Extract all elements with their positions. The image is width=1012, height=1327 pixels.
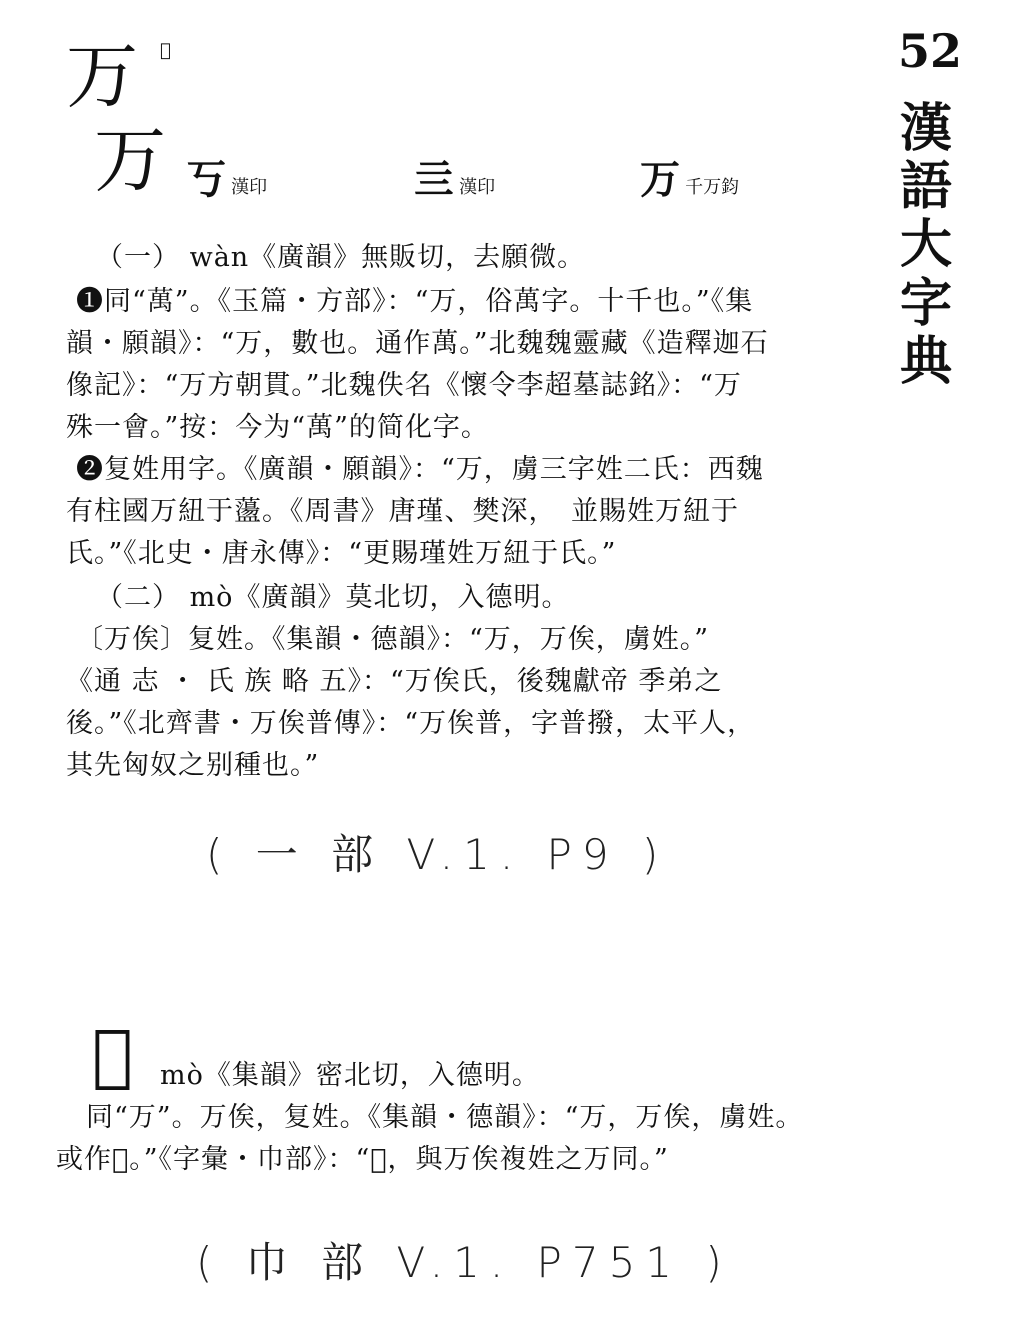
entry-line: 或作𡧧。”《字彙・巾部》：“𡧧，與万俟複姓之万同。” [56, 1144, 669, 1175]
handwritten-reference: ( 一 部 V.1. P9 ) [206, 830, 669, 879]
seal-form-2 [414, 157, 496, 203]
seal-source: 漢印 [231, 177, 268, 198]
seal-glyph: 万 [640, 157, 680, 203]
book-title: 漢語大字典 [899, 98, 952, 392]
head-character: 万 [66, 34, 139, 118]
seal-form-3 [640, 157, 740, 203]
entry-line: （二） mò《廣韻》莫北切，入德明。 [96, 582, 570, 613]
entry-line: 同“万”。万俟，复姓。《集韻・德韻》：“万，万俟，虜姓。 [86, 1102, 804, 1133]
entry-line: ❶同“萬”。《玉篇・方部》：“万，俗萬字。十千也。”《集 [76, 286, 754, 317]
entry-line: 像記》：“万方朝貫。”北魏佚名《懷令李超墓誌銘》：“万 [66, 370, 742, 401]
entry-line: 《通 志 ・ 氏 族 略 五》：“万俟氏，後魏獻帝 季弟之 [66, 666, 723, 697]
page-number: 52 [898, 24, 963, 78]
seal-form-1 [186, 157, 268, 203]
head-character-2: 𡧧 [92, 1016, 133, 1095]
variant-character: 万 [94, 118, 167, 202]
seal-glyph: 亖 [414, 157, 454, 203]
entry-line: 後。”《北齊書・万俟普傳》：“万俟普，字普撥，太平人， [66, 708, 756, 739]
seal-source: 漢印 [459, 177, 496, 198]
entry-line: ❷复姓用字。《廣韻・願韻》：“万，虜三字姓二氏：西魏 [76, 454, 764, 485]
entry-line: 〔万俟〕复姓。《集韻・德韻》：“万，万俟，虜姓。” [76, 624, 710, 655]
entry-line: 其先匈奴之别種也。” [66, 750, 320, 781]
entry-line: 殊一會。”按：今为“萬”的简化字。 [66, 412, 489, 443]
handwritten-reference-2: ( 巾 部 V.1. P751 ) [196, 1238, 732, 1287]
seal-source: 千万鈞 [685, 177, 740, 198]
note-character: 𡧧 [160, 40, 171, 61]
seal-glyph: 丂 [186, 157, 226, 203]
entry-line: 有柱國万紐于蘯。《周書》唐瑾、樊深， 並賜姓万紐于 [66, 496, 739, 527]
entry-line: 氏。”《北史・唐永傳》：“更賜瑾姓万紐于氏。” [66, 538, 617, 569]
entry-line: 韻・願韻》：“万，數也。通作萬。”北魏魏靈藏《造釋迦石 [66, 328, 769, 359]
entry-reading: mò《集韻》密北切，入德明。 [160, 1060, 540, 1091]
entry-line: （一） wàn《廣韻》無販切，去願微。 [96, 242, 586, 273]
